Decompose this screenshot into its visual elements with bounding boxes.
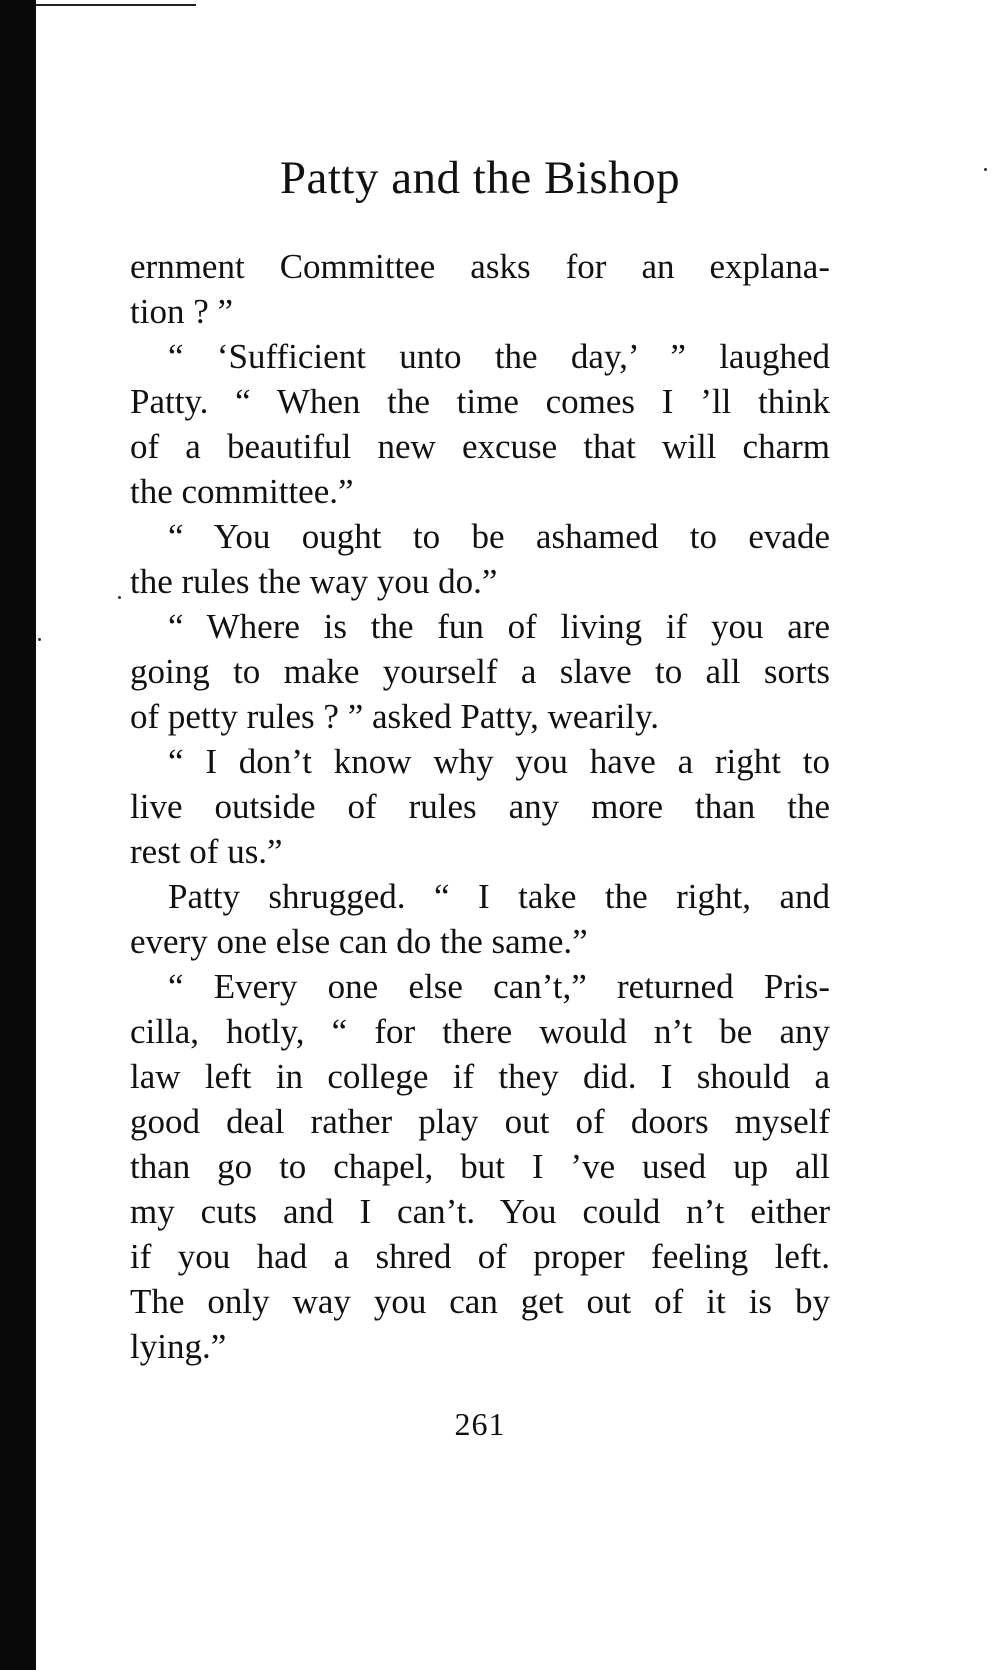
text-line: rest of us.”	[130, 832, 283, 871]
text-line: ernment Committee asks for an explana-	[130, 247, 830, 286]
text-line: law left in college if they did. I should a	[130, 1057, 830, 1096]
scan-speck	[984, 168, 987, 171]
text-line: “ ‘Sufficient unto the day,’ ” laughed	[168, 337, 830, 376]
text-line: Patty shrugged. “ I take the right, and	[168, 877, 830, 916]
text-line: The only way you can get out of it is by	[130, 1282, 830, 1321]
text-line: if you had a shred of proper feeling left.	[130, 1237, 830, 1276]
text-line: going to make yourself a slave to all sorts	[130, 652, 830, 691]
text-line: Patty. “ When the time comes I ’ll think	[130, 382, 830, 421]
text-line: every one else can do the same.”	[130, 922, 588, 961]
text-line: of petty rules ? ” asked Patty, wearily.	[130, 697, 660, 736]
text-line: my cuts and I can’t. You could n’t either	[130, 1192, 830, 1231]
text-line: “ Where is the fun of living if you are	[168, 607, 830, 646]
book-spine-shadow	[0, 0, 36, 1670]
page-title: Patty and the Bishop	[279, 152, 681, 204]
text-line: “ You ought to be ashamed to evade	[168, 517, 830, 556]
text-line: the rules the way you do.”	[130, 562, 498, 601]
page-number: 261	[454, 1406, 506, 1442]
scan-speck	[38, 638, 41, 641]
scan-edge-rule	[36, 4, 196, 6]
text-line: live outside of rules any more than the	[130, 787, 830, 826]
text-line: tion ? ”	[130, 292, 234, 331]
text-line: “ I don’t know why you have a right to	[168, 742, 830, 781]
text-line: “ Every one else can’t,” returned Pris-	[168, 967, 830, 1006]
text-line: the committee.”	[130, 472, 354, 511]
text-line: lying.”	[130, 1327, 227, 1366]
text-line: cilla, hotly, “ for there would n’t be any	[130, 1012, 830, 1051]
body-text	[130, 244, 830, 1369]
text-line: good deal rather play out of doors myself	[130, 1102, 830, 1141]
text-line: of a beautiful new excuse that will charm	[130, 427, 830, 466]
scan-speck	[118, 596, 121, 599]
text-line: than go to chapel, but I ’ve used up all	[130, 1147, 830, 1186]
